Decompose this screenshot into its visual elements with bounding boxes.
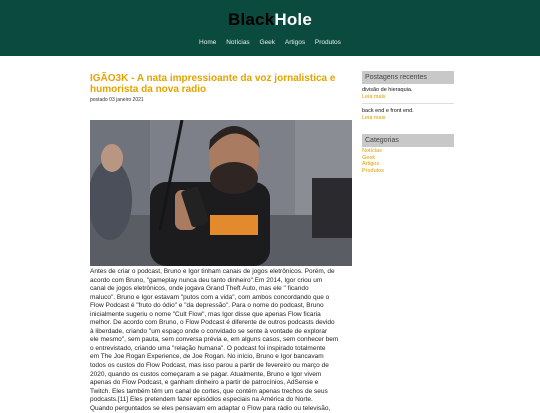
body-line: melhor. De acordo com Bruno, o Flow Podcast é diferente de outros podcasts devido <box>90 319 335 327</box>
recent-posts-list <box>362 87 454 122</box>
main-nav <box>0 39 540 46</box>
podcast-host-photo <box>90 120 352 266</box>
nav-noticias[interactable]: Notícias <box>226 39 250 46</box>
recent-posts-heading: Postagens recentes <box>362 71 454 84</box>
sidebar <box>362 71 454 174</box>
body-line: 2020, quando os custos começaram a se pagar. Atualmente, Bruno e Igor vivem <box>90 370 322 378</box>
logo-hole-text: Hole <box>274 10 312 29</box>
site-header <box>0 0 540 56</box>
post-body <box>90 268 354 413</box>
body-line: todos os custos do Flow Podcast, mas isso parou a partir de fevereiro ou março de <box>90 362 329 370</box>
body-line: acordo com Bruno, "gameplay nunca deu tanto dinheiro".Em 2014, Igor criou um <box>90 276 323 284</box>
body-line: Twitch. Eles também têm um canal de cortes, que contém apenas trechos de seus <box>90 387 328 395</box>
category-noticias[interactable]: Notícias <box>362 148 382 154</box>
recent-post-title[interactable]: back end e front end. <box>362 108 414 114</box>
post-title-line-2: humorista da nova radio <box>90 84 207 95</box>
nav-produtos[interactable]: Produtos <box>314 39 341 46</box>
body-line: apenas do Flow Podcast, e ganham dinheiro a partir de patrocínios, AdSense e <box>90 379 319 387</box>
category-artigos[interactable]: Artigos <box>362 161 380 167</box>
category-geek[interactable]: Geek <box>362 154 376 161</box>
body-line: inicialmente sugeriu o nome "Cult Flow", mas Igor disse que apenas Flow ficaria <box>90 310 321 318</box>
read-more-link[interactable]: Leia mais <box>362 115 386 121</box>
site-logo[interactable] <box>0 10 540 30</box>
post-header <box>90 73 354 103</box>
categories-list <box>362 148 454 174</box>
divider <box>362 103 454 104</box>
body-line: podcasts.[11] Eles pretendem fazer episódios especiais na América do Norte. <box>90 396 313 404</box>
logo-black-text: Black <box>227 10 275 29</box>
body-line: à liberdade, criando "um espaço onde o convidado se sente à vontade de explorar <box>90 327 328 335</box>
recent-post-title[interactable]: divisão de hieraquia. <box>362 87 413 93</box>
post-date: postado 03 janeiro 2021 <box>90 97 144 103</box>
body-line: o entrevistado, criando uma "relação humana". O podcast foi inspirado totalmente <box>90 344 326 352</box>
post-title[interactable] <box>90 73 354 95</box>
read-more-link[interactable]: Leia mais <box>362 94 386 100</box>
category-produtos[interactable]: Produtos <box>362 167 385 174</box>
categories-heading: Categorias <box>362 134 454 147</box>
body-line: canal de jogos eletrônicos, onde jogava Grand Theft Auto, mas ele " ficando <box>90 285 309 293</box>
nav-artigos[interactable]: Artigos <box>284 39 306 46</box>
body-line: Quando perguntados se eles pensavam em adaptar o Flow para rádio ou televisão, <box>90 404 331 412</box>
nav-geek[interactable]: Geek <box>259 39 276 46</box>
post-photo <box>90 120 352 266</box>
body-line: Flow Podcast é "fruto do ódio" e "da depressão". Para o nome do podcast, Bruno <box>90 302 324 310</box>
body-line: em The Joe Rogan Experience, de Joe Rogan. No início, Bruno e Igor bancavam <box>90 353 324 361</box>
body-line: ele mesmo", sem pauta, sem conversa prévia e, em alguns casos, sem conhecer bem <box>90 336 339 344</box>
body-line: Antes de criar o podcast, Bruno e Igor tinham canais de jogos eletrônicos. Porém, de <box>90 268 335 275</box>
post-title-line-1: IGÃO3K - A nata impressioante da voz jornalistica e <box>90 73 336 84</box>
nav-home[interactable]: Home <box>199 39 217 46</box>
body-line: maluco". Bruno e Igor estavam "putos com a vida", com ambos concordando que o <box>90 293 330 301</box>
